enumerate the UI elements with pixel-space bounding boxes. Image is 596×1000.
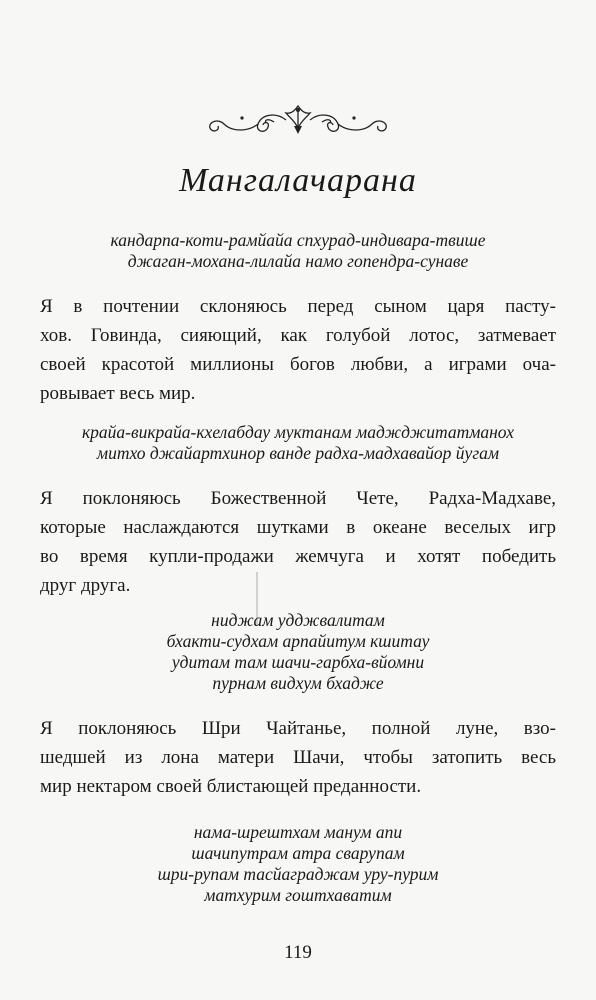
verse-line: митхо джайартхинор ванде радха-мадхавайор йугам [96, 443, 500, 463]
page-title: Мангалачарана [179, 162, 417, 199]
paragraph-line: своей красотой миллионы богов любви, а играми оча- [40, 354, 556, 375]
verse-line: удитам там шачи-гарбха-вйомни [171, 652, 425, 672]
verse-line: шачипутрам атра сварупам [191, 843, 405, 863]
paragraph-line: Я в почтении склоняюсь перед сыном царя пасту- [40, 296, 556, 317]
verse-line: крайа-викрайа-кхелабдау муктанам маджджитатманох [82, 422, 514, 442]
page-number: 119 [284, 942, 312, 963]
paragraph-line: во время купли-продажи жемчуга и хотят победить [40, 546, 556, 567]
paragraph-line: ровывает весь мир. [40, 383, 196, 404]
paragraph-line: хов. Говинда, сияющий, как голубой лотос, затмевает [40, 325, 556, 346]
paragraph-line: мир нектаром своей блистающей преданности. [40, 776, 422, 797]
decorative-ornament-icon [198, 100, 398, 138]
verse-4 [40, 822, 556, 906]
paragraph-line: которые наслаждаются шутками в океане веселых игр [40, 517, 556, 538]
verse-line: пурнам видхум бхадже [212, 673, 384, 693]
verse-1 [40, 230, 556, 272]
paragraph-line: Я поклоняюсь Шри Чайтанье, полной луне, взо- [40, 718, 556, 739]
paragraph-line: Я поклоняюсь Божественной Чете, Радха-Мадхаве, [40, 488, 556, 509]
paragraph-line: шедшей из лона матери Шачи, чтобы затопить весь [40, 747, 556, 768]
paragraph-line: друг друга. [40, 575, 131, 596]
verse-2 [40, 422, 556, 464]
verse-3 [40, 610, 556, 694]
paragraph-3 [40, 714, 556, 801]
verse-line: шри-рупам тасйаграджам уру-пурим [157, 864, 439, 884]
verse-line: кандарпа-коти-рамйайа спхурад-индивара-твише [110, 230, 486, 250]
paragraph-2 [40, 484, 556, 600]
verse-line: нама-шрештхам манум апи [193, 822, 403, 842]
paragraph-1 [40, 292, 556, 408]
verse-line: ниджам удджвалитам [211, 610, 385, 630]
verse-line: джаган-мохана-лилайа намо гопендра-сунаве [127, 251, 469, 271]
verse-line: матхурим гоштхаватим [204, 885, 392, 905]
verse-line: бхакти-судхам арпайитум кшитау [166, 631, 430, 651]
